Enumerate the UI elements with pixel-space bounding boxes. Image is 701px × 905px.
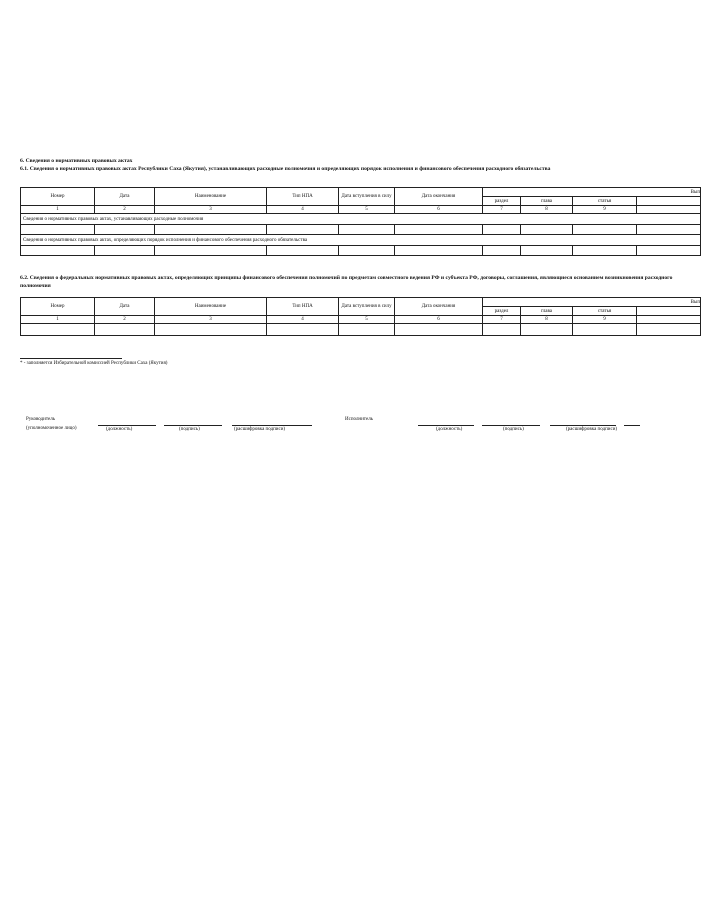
col-number: 8 (521, 206, 573, 214)
col-number: 9 (573, 206, 637, 214)
col-number: 5 (339, 206, 395, 214)
signature-line (550, 425, 616, 426)
col-number: 2 (95, 316, 155, 324)
signature-line (98, 425, 156, 426)
col-number: 4 (267, 206, 339, 214)
signature-left-position: (должность) (106, 427, 133, 432)
table-cell (95, 225, 155, 235)
header-date: Дата (95, 188, 155, 206)
table-cell (267, 324, 339, 336)
table-6-2 (20, 297, 701, 336)
col-number-empty (637, 316, 701, 324)
col-number: 6 (395, 206, 483, 214)
header-group: Вып (483, 188, 701, 197)
signature-line (164, 425, 222, 426)
signature-right-label: Исполнитель (345, 417, 373, 422)
header-valid-until: Дата окончания (395, 298, 483, 316)
header-number: Номер (21, 188, 95, 206)
footnote-rule (20, 358, 122, 359)
section-6-1-title: 6.1. Сведения о нормативных правовых актах Республики Саха (Якутия), устанавливающих расходные полномочия и определяющих порядок исполнения и финансового обеспечения расходного обязательства (20, 166, 551, 172)
header-chapter: глава (521, 197, 573, 206)
signature-line (624, 425, 640, 426)
header-section: раздел (483, 307, 521, 316)
table-cell (395, 225, 483, 235)
header-effective-date: Дата вступления в силу (339, 188, 395, 206)
signature-left-sublabel: (уполномоченное лицо) (26, 426, 77, 431)
signature-right-decode: (расшифровка подписи) (566, 427, 618, 432)
signature-left-label: Руководитель (26, 417, 56, 422)
col-number: 7 (483, 206, 521, 214)
table-cell (339, 324, 395, 336)
table-cell (95, 324, 155, 336)
table-cell (95, 246, 155, 256)
table-cell (21, 225, 95, 235)
table-cell (155, 246, 267, 256)
table-cell (483, 225, 521, 235)
header-article: статья (573, 197, 637, 206)
col-number: 8 (521, 316, 573, 324)
header-number: Номер (21, 298, 95, 316)
table-cell (521, 246, 573, 256)
table-cell (339, 246, 395, 256)
footnote: * - заполняется Избирательной комиссией Республики Саха (Якутия) (20, 361, 168, 366)
table-cell (339, 225, 395, 235)
signature-right-position: (должность) (436, 427, 463, 432)
signature-line (232, 425, 312, 426)
group-row-procedure: Сведения о нормативных правовых актах, определяющих порядок исполнения и финансового обеспечения расходного обязательства (21, 235, 701, 246)
signature-line (418, 425, 474, 426)
col-number: 2 (95, 206, 155, 214)
col-number: 7 (483, 316, 521, 324)
table-cell (267, 246, 339, 256)
header-section: раздел (483, 197, 521, 206)
header-name: Наименование (155, 188, 267, 206)
col-number: 1 (21, 316, 95, 324)
header-extra (637, 197, 701, 206)
col-number: 6 (395, 316, 483, 324)
table-cell (637, 246, 701, 256)
signature-left-signature: (подпись) (179, 427, 200, 432)
table-cell (395, 324, 483, 336)
table-cell (521, 324, 573, 336)
header-valid-until: Дата окончания (395, 188, 483, 206)
table-cell (573, 246, 637, 256)
header-npa-type: Тип НПА (267, 298, 339, 316)
table-cell (155, 324, 267, 336)
table-cell (267, 225, 339, 235)
col-number: 3 (155, 316, 267, 324)
table-cell (21, 246, 95, 256)
table-6-1 (20, 187, 701, 256)
table-cell (573, 324, 637, 336)
group-row-powers: Сведения о нормативных правовых актах, устанавливающих расходные полномочия (21, 214, 701, 225)
table-cell (155, 225, 267, 235)
table-cell (637, 225, 701, 235)
table-cell (395, 246, 483, 256)
header-name: Наименование (155, 298, 267, 316)
table-cell (573, 225, 637, 235)
table-cell (483, 246, 521, 256)
section-6-title: 6. Сведения о нормативных правовых актах (20, 158, 133, 164)
signature-left-decode: (расшифровка подписи) (234, 427, 286, 432)
table-cell (521, 225, 573, 235)
header-article: статья (573, 307, 637, 316)
header-effective-date: Дата вступления в силу (339, 298, 395, 316)
header-npa-type: Тип НПА (267, 188, 339, 206)
col-number-empty (637, 206, 701, 214)
table-cell (637, 324, 701, 336)
col-number: 5 (339, 316, 395, 324)
section-6-2-title: 6.2. Сведения о федеральных нормативных правовых актах, определяющих принципы финансового обеспечения полномочий по предметам совместного ведения РФ и субъекта РФ, договоры, соглашения, являющиеся основанием возникновения расходного полномочия (20, 275, 673, 289)
signature-right-signature: (подпись) (503, 427, 524, 432)
col-number: 3 (155, 206, 267, 214)
header-date: Дата (95, 298, 155, 316)
header-group: Вып (483, 298, 701, 307)
col-number: 1 (21, 206, 95, 214)
col-number: 9 (573, 316, 637, 324)
header-chapter: глава (521, 307, 573, 316)
col-number: 4 (267, 316, 339, 324)
table-cell (483, 324, 521, 336)
header-extra (637, 307, 701, 316)
table-cell (21, 324, 95, 336)
signature-line (482, 425, 540, 426)
